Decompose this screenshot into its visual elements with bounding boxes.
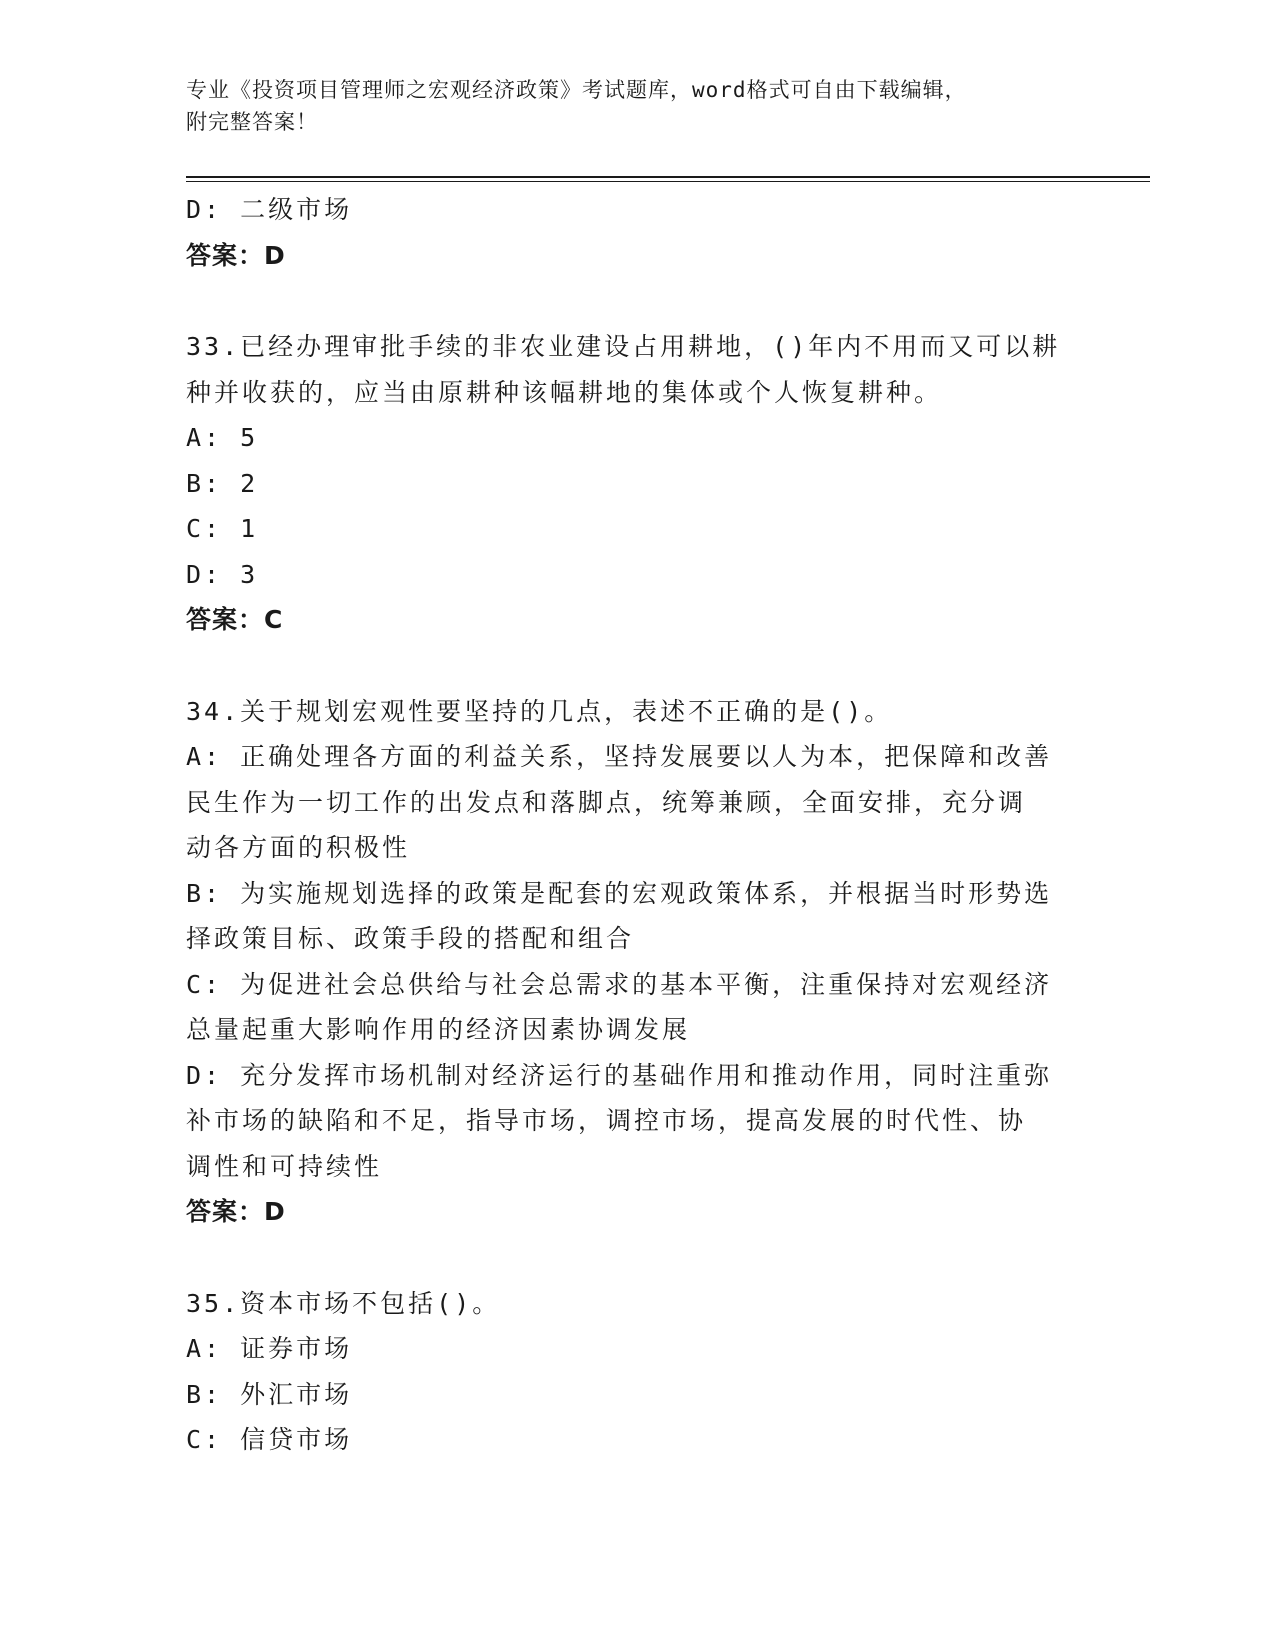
- answer: 答案：D: [186, 240, 286, 270]
- option-b-line-2: 择政策目标、政策手段的搭配和组合: [186, 924, 635, 953]
- spacer: [186, 278, 1086, 324]
- option-c-line-2: 总量起重大影响作用的经济因素协调发展: [186, 1015, 691, 1044]
- option-d-line-3: 调性和可持续性: [186, 1151, 383, 1181]
- question-stem-line-2: 种并收获的，应当由原耕种该幅耕地的集体或个人恢复耕种。: [186, 377, 943, 407]
- option-a-line-1: A: 正确处理各方面的利益关系，坚持发展要以人为本，把保障和改善: [186, 742, 1053, 771]
- page-header: [186, 74, 1066, 138]
- question-list: [186, 187, 1086, 1463]
- option-c: C: 1: [186, 514, 259, 543]
- answer: 答案：C: [186, 605, 284, 634]
- question-34: [186, 689, 1086, 1235]
- option-c: C: 信贷市场: [186, 1425, 353, 1454]
- header-title-line-2: 附完整答案！: [186, 110, 318, 134]
- header-rule-thin: [186, 181, 1150, 182]
- question-stem: 34.关于规划宏观性要坚持的几点，表述不正确的是()。: [186, 696, 893, 726]
- question-stem: 35.资本市场不包括()。: [186, 1288, 501, 1318]
- question-33: [186, 324, 1086, 643]
- question-32: [186, 187, 1086, 278]
- option-a: A: 证券市场: [186, 1334, 353, 1363]
- option-d: D: 3: [186, 559, 259, 589]
- option-c-line-1: C: 为促进社会总供给与社会总需求的基本平衡，注重保持对宏观经济: [186, 969, 1053, 999]
- option-a-line-3: 动各方面的积极性: [186, 833, 411, 862]
- option-b-line-1: B: 为实施规划选择的政策是配套的宏观政策体系，并根据当时形势选: [186, 878, 1053, 908]
- option-a-line-2: 民生作为一切工作的出发点和落脚点，统筹兼顾，全面安排，充分调: [186, 787, 1027, 817]
- spacer: [186, 643, 1086, 689]
- header-title-line-1: 专业《投资项目管理师之宏观经济政策》考试题库，word格式可自由下载编辑，: [186, 78, 967, 102]
- option-b: B: 外汇市场: [186, 1379, 353, 1409]
- option-b: B: 2: [186, 468, 259, 498]
- question-35: [186, 1281, 1086, 1463]
- option-d-line-2: 补市场的缺陷和不足，指导市场，调控市场，提高发展的时代性、协: [186, 1106, 1027, 1135]
- header-rule-thick: [186, 176, 1150, 178]
- option-d: D: 二级市场: [186, 195, 353, 224]
- question-stem-line-1: 33.已经办理审批手续的非农业建设占用耕地，()年内不用而又可以耕: [186, 332, 1061, 361]
- option-d-line-1: D: 充分发挥市场机制对经济运行的基础作用和推动作用，同时注重弥: [186, 1060, 1053, 1090]
- option-a: A: 5: [186, 423, 259, 452]
- spacer: [186, 1235, 1086, 1281]
- answer: 答案：D: [186, 1197, 286, 1226]
